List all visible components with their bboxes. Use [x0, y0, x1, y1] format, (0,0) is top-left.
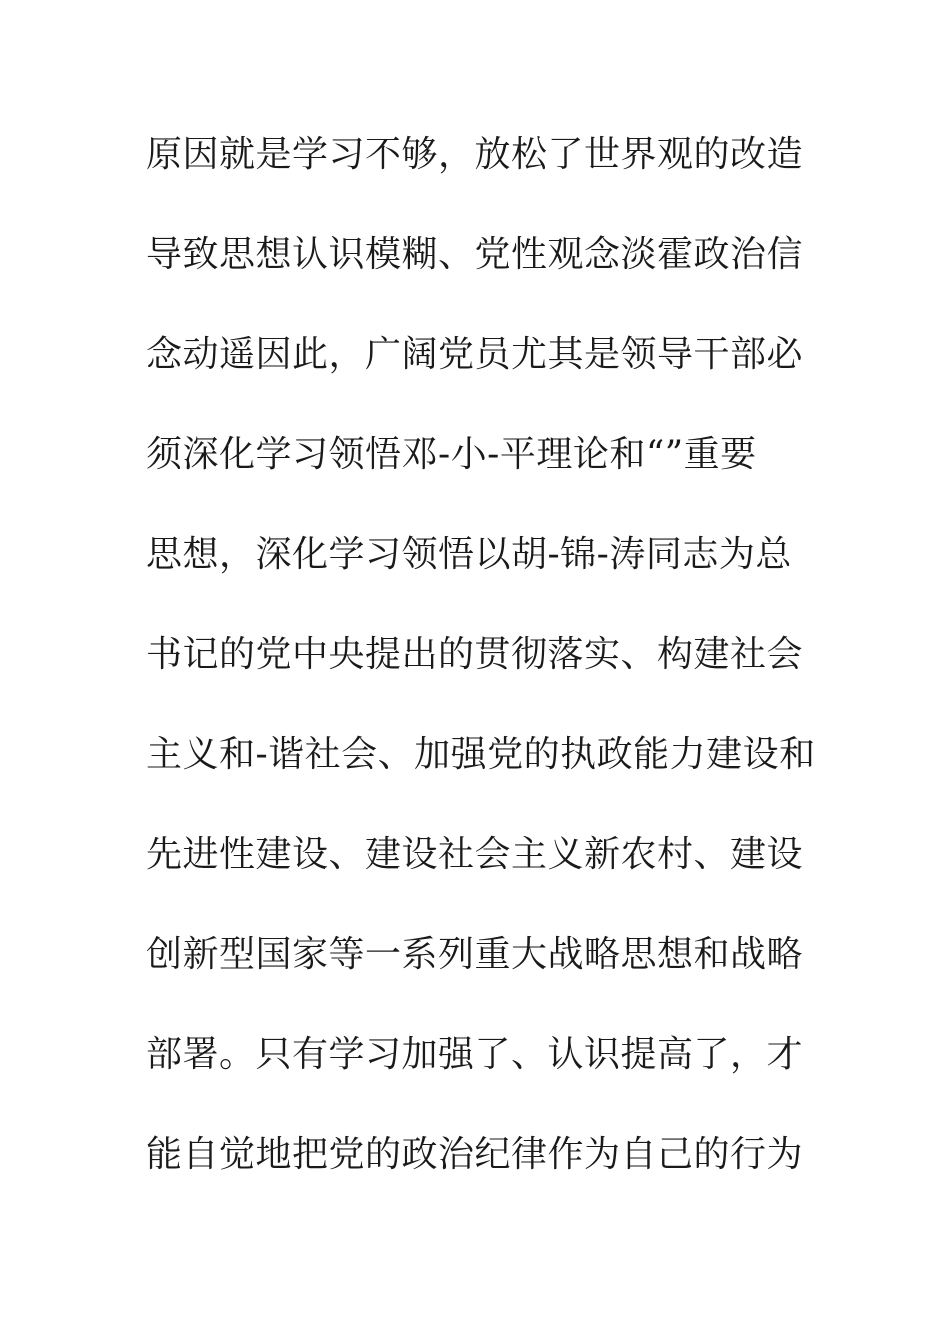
text-line: 念动遥因此，广阔党员尤其是领导干部必: [146, 334, 804, 375]
text-line: 须深化学习领悟邓-小-平理论和“”重要: [146, 434, 757, 475]
text-line: 导致思想认识模糊、党性观念淡霍政治信: [146, 234, 804, 275]
text-line: 书记的党中央提出的贯彻落实、构建社会: [146, 634, 804, 675]
text-line: 部署。只有学习加强了、认识提高了，才: [146, 1034, 804, 1075]
text-line: 先进性建设、建设社会主义新农村、建设: [146, 834, 804, 875]
text-line: 主义和-谐社会、加强党的执政能力建设和: [146, 734, 816, 775]
text-line: 能自觉地把党的政治纪律作为自己的行为: [146, 1134, 804, 1175]
text-line: 原因就是学习不够，放松了世界观的改造: [146, 134, 804, 175]
text-line: 创新型国家等一系列重大战略思想和战略: [146, 934, 804, 975]
body-text: [146, 125, 826, 1225]
text-line: 思想，深化学习领悟以胡-锦-涛同志为总: [146, 534, 792, 575]
